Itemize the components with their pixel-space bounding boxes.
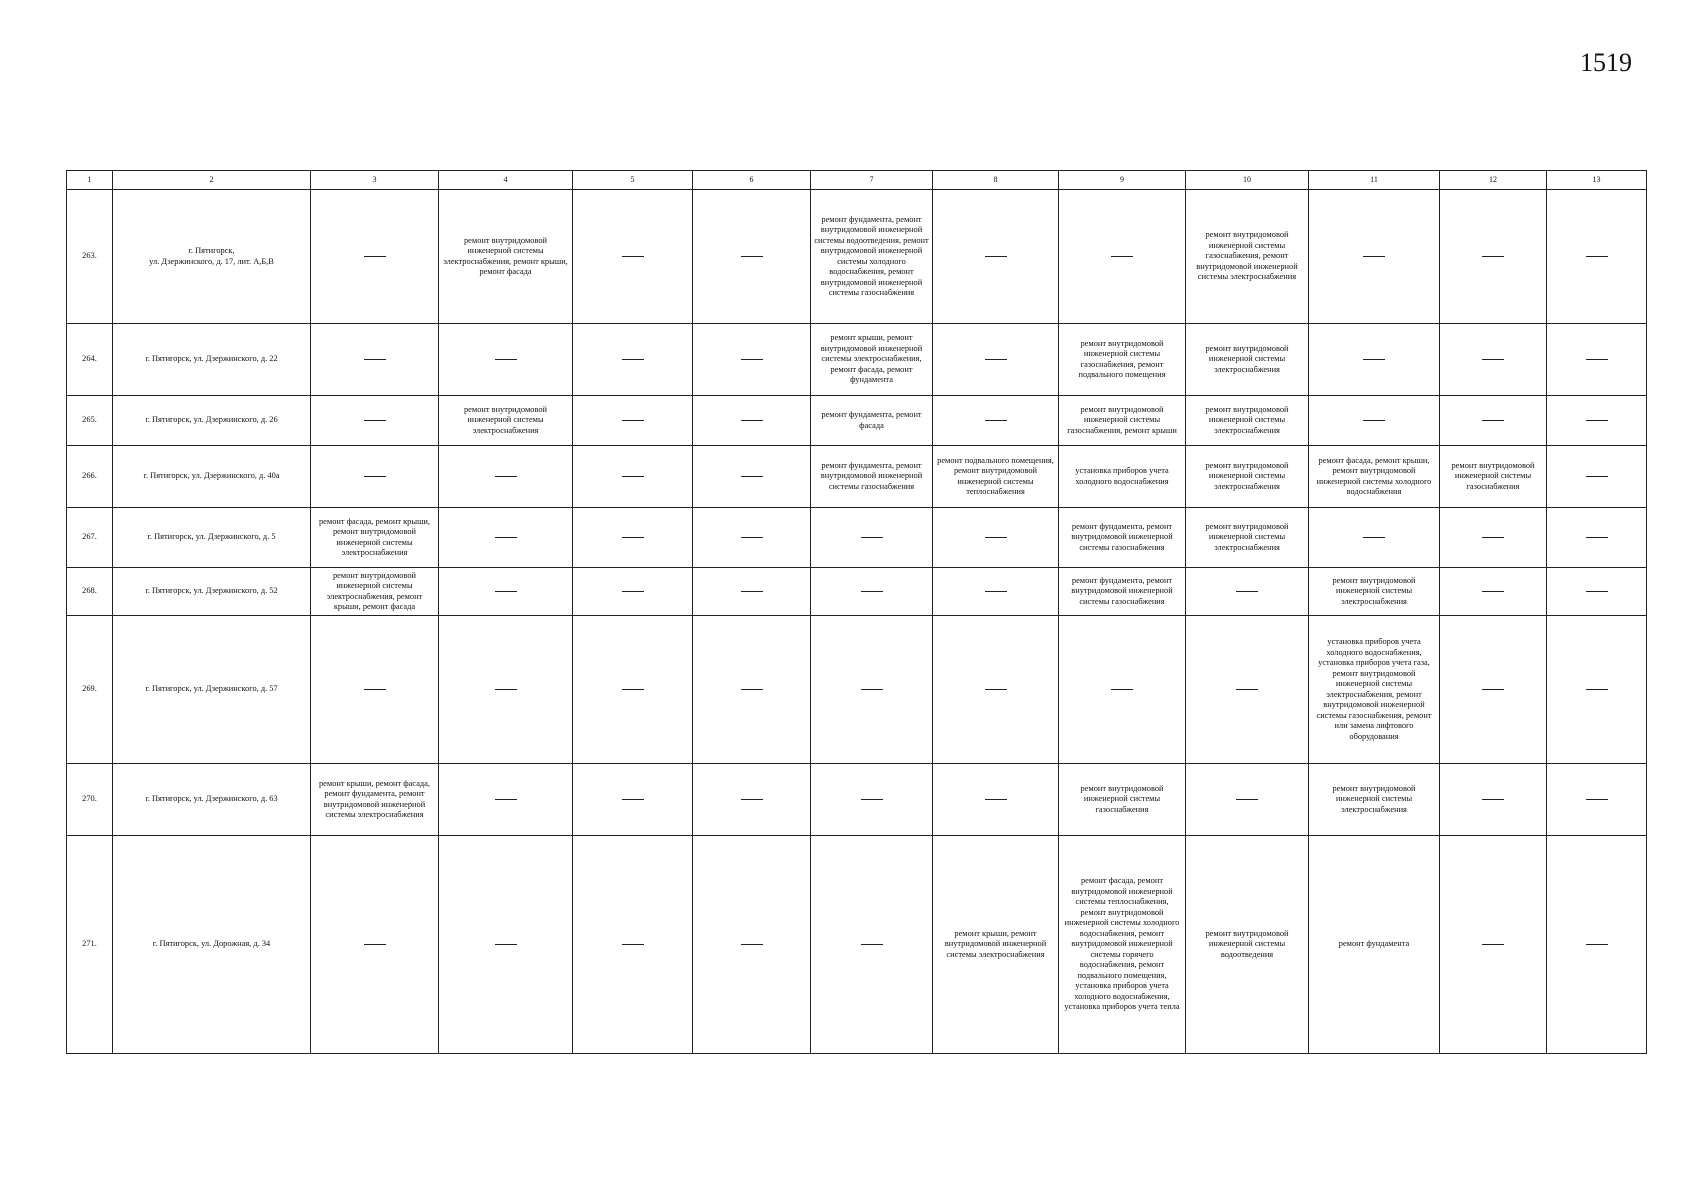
empty-dash — [622, 420, 644, 421]
work-cell — [1186, 616, 1309, 764]
work-cell — [1186, 764, 1309, 836]
empty-dash — [1482, 256, 1504, 257]
empty-dash — [1586, 944, 1608, 945]
column-number-row — [67, 171, 1647, 190]
work-cell — [439, 568, 573, 616]
empty-dash — [1363, 537, 1385, 538]
work-cell — [1547, 446, 1647, 508]
work-cell — [1440, 190, 1547, 324]
work-cell — [1059, 616, 1186, 764]
empty-dash — [1586, 537, 1608, 538]
empty-dash — [741, 799, 763, 800]
work-cell: ремонт фундамента, ремонт фасада — [811, 396, 933, 446]
row-number: 267. — [67, 508, 113, 568]
work-cell: установка приборов учета холодного водоснабжения, установка приборов учета газа, ремонт внутридомовой инженерной системы электроснабжения, ремонт внутридомовой инженерной системы газоснабжения, ремонт или замена лифтового оборудования — [1309, 616, 1440, 764]
empty-dash — [1482, 591, 1504, 592]
work-cell — [1309, 190, 1440, 324]
work-cell: ремонт крыши, ремонт внутридомовой инженерной системы электроснабжения — [933, 836, 1059, 1054]
work-cell — [811, 508, 933, 568]
work-cell — [693, 836, 811, 1054]
empty-dash — [495, 689, 517, 690]
work-cell — [439, 324, 573, 396]
empty-dash — [741, 537, 763, 538]
address-cell: г. Пятигорск, ул. Дзержинского, д. 5 — [113, 508, 311, 568]
work-cell — [1440, 764, 1547, 836]
work-cell: ремонт внутридомовой инженерной системы электроснабжения — [1309, 764, 1440, 836]
empty-dash — [1482, 359, 1504, 360]
work-cell — [933, 616, 1059, 764]
work-cell — [1547, 764, 1647, 836]
work-cell — [811, 568, 933, 616]
work-cell: ремонт внутридомовой инженерной системы электроснабжения, ремонт крыши, ремонт фасада — [311, 568, 439, 616]
work-cell: ремонт внутридомовой инженерной системы электроснабжения — [439, 396, 573, 446]
address-cell: г. Пятигорск, ул. Дзержинского, д. 26 — [113, 396, 311, 446]
work-cell: ремонт внутридомовой инженерной системы электроснабжения, ремонт крыши, ремонт фасада — [439, 190, 573, 324]
empty-dash — [622, 689, 644, 690]
work-cell: ремонт внутридомовой инженерной системы газоснабжения — [1059, 764, 1186, 836]
empty-dash — [741, 689, 763, 690]
empty-dash — [741, 591, 763, 592]
work-cell — [439, 616, 573, 764]
empty-dash — [1586, 591, 1608, 592]
empty-dash — [1586, 359, 1608, 360]
work-cell: ремонт фундамента, ремонт внутридомовой инженерной системы газоснабжения — [1059, 568, 1186, 616]
work-cell — [439, 508, 573, 568]
empty-dash — [364, 420, 386, 421]
empty-dash — [741, 256, 763, 257]
empty-dash — [1482, 420, 1504, 421]
empty-dash — [495, 476, 517, 477]
work-cell: ремонт крыши, ремонт фасада, ремонт фундамента, ремонт внутридомовой инженерной системы электроснабжения — [311, 764, 439, 836]
work-cell: ремонт фундамента — [1309, 836, 1440, 1054]
empty-dash — [1586, 689, 1608, 690]
work-cell: ремонт фасада, ремонт внутридомовой инженерной системы теплоснабжения, ремонт внутридомовой инженерной системы холодного водоснабжения, ремонт внутридомовой инженерной системы горячего водоснабжения, ремонт подвального помещения, установка приборов учета холодного водоснабжения, установка приборов учета тепла — [1059, 836, 1186, 1054]
table-row — [67, 616, 1647, 764]
empty-dash — [495, 537, 517, 538]
column-header: 6 — [693, 171, 811, 190]
empty-dash — [861, 944, 883, 945]
work-cell — [1547, 396, 1647, 446]
empty-dash — [364, 944, 386, 945]
work-cell — [693, 616, 811, 764]
work-cell — [1547, 508, 1647, 568]
work-cell — [933, 324, 1059, 396]
work-cell — [573, 836, 693, 1054]
work-cell — [1186, 568, 1309, 616]
table-row — [67, 764, 1647, 836]
work-cell: ремонт подвального помещения, ремонт внутридомовой инженерной системы теплоснабжения — [933, 446, 1059, 508]
address-cell: г. Пятигорск, ул. Дзержинского, д. 22 — [113, 324, 311, 396]
empty-dash — [364, 476, 386, 477]
empty-dash — [1586, 256, 1608, 257]
empty-dash — [741, 359, 763, 360]
empty-dash — [1482, 944, 1504, 945]
column-header: 1 — [67, 171, 113, 190]
work-cell — [933, 764, 1059, 836]
empty-dash — [495, 591, 517, 592]
work-cell — [573, 508, 693, 568]
work-cell — [933, 568, 1059, 616]
work-cell — [573, 324, 693, 396]
empty-dash — [861, 689, 883, 690]
empty-dash — [985, 799, 1007, 800]
empty-dash — [1236, 591, 1258, 592]
work-cell: ремонт фасада, ремонт крыши, ремонт внутридомовой инженерной системы электроснабжения — [311, 508, 439, 568]
empty-dash — [1363, 359, 1385, 360]
table-row — [67, 508, 1647, 568]
work-cell — [693, 568, 811, 616]
empty-dash — [985, 591, 1007, 592]
work-cell — [439, 764, 573, 836]
work-cell — [1440, 508, 1547, 568]
empty-dash — [622, 359, 644, 360]
work-cell — [573, 446, 693, 508]
work-cell — [1547, 324, 1647, 396]
empty-dash — [622, 256, 644, 257]
work-cell — [1309, 324, 1440, 396]
column-header: 3 — [311, 171, 439, 190]
empty-dash — [1482, 689, 1504, 690]
work-cell — [1547, 190, 1647, 324]
work-cell — [1440, 396, 1547, 446]
work-cell: ремонт внутридомовой инженерной системы электроснабжения — [1186, 508, 1309, 568]
work-cell — [811, 616, 933, 764]
work-cell: установка приборов учета холодного водоснабжения — [1059, 446, 1186, 508]
work-cell — [311, 836, 439, 1054]
page-number: 1519 — [1580, 48, 1632, 77]
work-cell: ремонт внутридомовой инженерной системы газоснабжения, ремонт внутридомовой инженерной системы электроснабжения — [1186, 190, 1309, 324]
empty-dash — [1482, 537, 1504, 538]
work-cell: ремонт внутридомовой инженерной системы водоотведения — [1186, 836, 1309, 1054]
column-header: 11 — [1309, 171, 1440, 190]
work-cell — [933, 396, 1059, 446]
work-cell: ремонт внутридомовой инженерной системы электроснабжения — [1186, 324, 1309, 396]
work-cell — [811, 836, 933, 1054]
column-header: 7 — [811, 171, 933, 190]
empty-dash — [495, 359, 517, 360]
row-number: 269. — [67, 616, 113, 764]
work-cell — [693, 446, 811, 508]
work-cell: ремонт фундамента, ремонт внутридомовой инженерной системы газоснабжения — [811, 446, 933, 508]
work-cell — [1547, 616, 1647, 764]
empty-dash — [1482, 799, 1504, 800]
table-row — [67, 190, 1647, 324]
work-cell — [693, 324, 811, 396]
row-number: 266. — [67, 446, 113, 508]
column-header: 10 — [1186, 171, 1309, 190]
empty-dash — [1236, 689, 1258, 690]
work-cell — [811, 764, 933, 836]
empty-dash — [622, 476, 644, 477]
work-cell — [1309, 508, 1440, 568]
empty-dash — [1586, 476, 1608, 477]
table-row — [67, 446, 1647, 508]
row-number: 264. — [67, 324, 113, 396]
work-cell: ремонт фундамента, ремонт внутридомовой инженерной системы водоотведения, ремонт внутридомовой инженерной системы холодного водоснабжения, ремонт внутридомовой инженерной системы газоснабжения — [811, 190, 933, 324]
work-cell: ремонт внутридомовой инженерной системы газоснабжения — [1440, 446, 1547, 508]
work-cell — [573, 396, 693, 446]
empty-dash — [985, 420, 1007, 421]
empty-dash — [1586, 420, 1608, 421]
column-header: 4 — [439, 171, 573, 190]
address-cell: г. Пятигорск, ул. Дорожная, д. 34 — [113, 836, 311, 1054]
row-number: 271. — [67, 836, 113, 1054]
work-cell — [1547, 568, 1647, 616]
empty-dash — [741, 420, 763, 421]
address-cell: г. Пятигорск, ул. Дзержинского, д. 57 — [113, 616, 311, 764]
table-row — [67, 396, 1647, 446]
empty-dash — [1363, 420, 1385, 421]
table-row — [67, 836, 1647, 1054]
column-header: 8 — [933, 171, 1059, 190]
work-cell — [933, 508, 1059, 568]
column-header: 12 — [1440, 171, 1547, 190]
work-cell — [311, 446, 439, 508]
empty-dash — [741, 476, 763, 477]
work-cell — [693, 508, 811, 568]
empty-dash — [1111, 689, 1133, 690]
empty-dash — [364, 359, 386, 360]
work-cell: ремонт внутридомовой инженерной системы газоснабжения, ремонт крыши — [1059, 396, 1186, 446]
row-number: 268. — [67, 568, 113, 616]
work-cell — [573, 190, 693, 324]
empty-dash — [622, 591, 644, 592]
empty-dash — [861, 537, 883, 538]
work-cell: ремонт фасада, ремонт крыши, ремонт внутридомовой инженерной системы холодного водоснабжения — [1309, 446, 1440, 508]
work-cell — [1440, 616, 1547, 764]
work-cell: ремонт крыши, ремонт внутридомовой инженерной системы электроснабжения, ремонт фасада, ремонт фундамента — [811, 324, 933, 396]
address-cell: г. Пятигорск, ул. Дзержинского, д. 40а — [113, 446, 311, 508]
work-cell — [311, 190, 439, 324]
work-cell: ремонт фундамента, ремонт внутридомовой инженерной системы газоснабжения — [1059, 508, 1186, 568]
row-number: 263. — [67, 190, 113, 324]
table-row — [67, 568, 1647, 616]
empty-dash — [985, 689, 1007, 690]
empty-dash — [364, 256, 386, 257]
empty-dash — [1586, 799, 1608, 800]
work-cell: ремонт внутридомовой инженерной системы электроснабжения — [1309, 568, 1440, 616]
column-header: 5 — [573, 171, 693, 190]
work-cell — [933, 190, 1059, 324]
empty-dash — [861, 591, 883, 592]
empty-dash — [861, 799, 883, 800]
work-cell — [311, 324, 439, 396]
table-row — [67, 324, 1647, 396]
work-cell — [1440, 568, 1547, 616]
address-cell: г. Пятигорск, ул. Дзержинского, д. 17, лит. А,Б,В — [113, 190, 311, 324]
work-cell — [439, 446, 573, 508]
work-cell — [1547, 836, 1647, 1054]
empty-dash — [1111, 256, 1133, 257]
work-cell — [311, 616, 439, 764]
work-cell — [693, 764, 811, 836]
work-cell — [439, 836, 573, 1054]
work-cell: ремонт внутридомовой инженерной системы электроснабжения — [1186, 396, 1309, 446]
empty-dash — [1236, 799, 1258, 800]
empty-dash — [741, 944, 763, 945]
empty-dash — [495, 799, 517, 800]
empty-dash — [364, 689, 386, 690]
table-body — [67, 190, 1647, 1054]
address-cell: г. Пятигорск, ул. Дзержинского, д. 63 — [113, 764, 311, 836]
work-cell: ремонт внутридомовой инженерной системы газоснабжения, ремонт подвального помещения — [1059, 324, 1186, 396]
work-cell: ремонт внутридомовой инженерной системы электроснабжения — [1186, 446, 1309, 508]
work-cell — [1440, 836, 1547, 1054]
empty-dash — [622, 537, 644, 538]
empty-dash — [495, 944, 517, 945]
work-cell — [573, 568, 693, 616]
empty-dash — [1363, 256, 1385, 257]
work-cell — [693, 396, 811, 446]
address-cell: г. Пятигорск, ул. Дзержинского, д. 52 — [113, 568, 311, 616]
empty-dash — [622, 799, 644, 800]
empty-dash — [622, 944, 644, 945]
column-header: 9 — [1059, 171, 1186, 190]
work-cell — [311, 396, 439, 446]
empty-dash — [985, 537, 1007, 538]
work-cell — [693, 190, 811, 324]
work-cell — [573, 764, 693, 836]
row-number: 265. — [67, 396, 113, 446]
row-number: 270. — [67, 764, 113, 836]
column-header: 13 — [1547, 171, 1647, 190]
work-cell — [1440, 324, 1547, 396]
empty-dash — [985, 256, 1007, 257]
work-cell — [573, 616, 693, 764]
column-header: 2 — [113, 171, 311, 190]
empty-dash — [985, 359, 1007, 360]
work-cell — [1309, 396, 1440, 446]
repair-schedule-table — [66, 170, 1647, 1054]
work-cell — [1059, 190, 1186, 324]
